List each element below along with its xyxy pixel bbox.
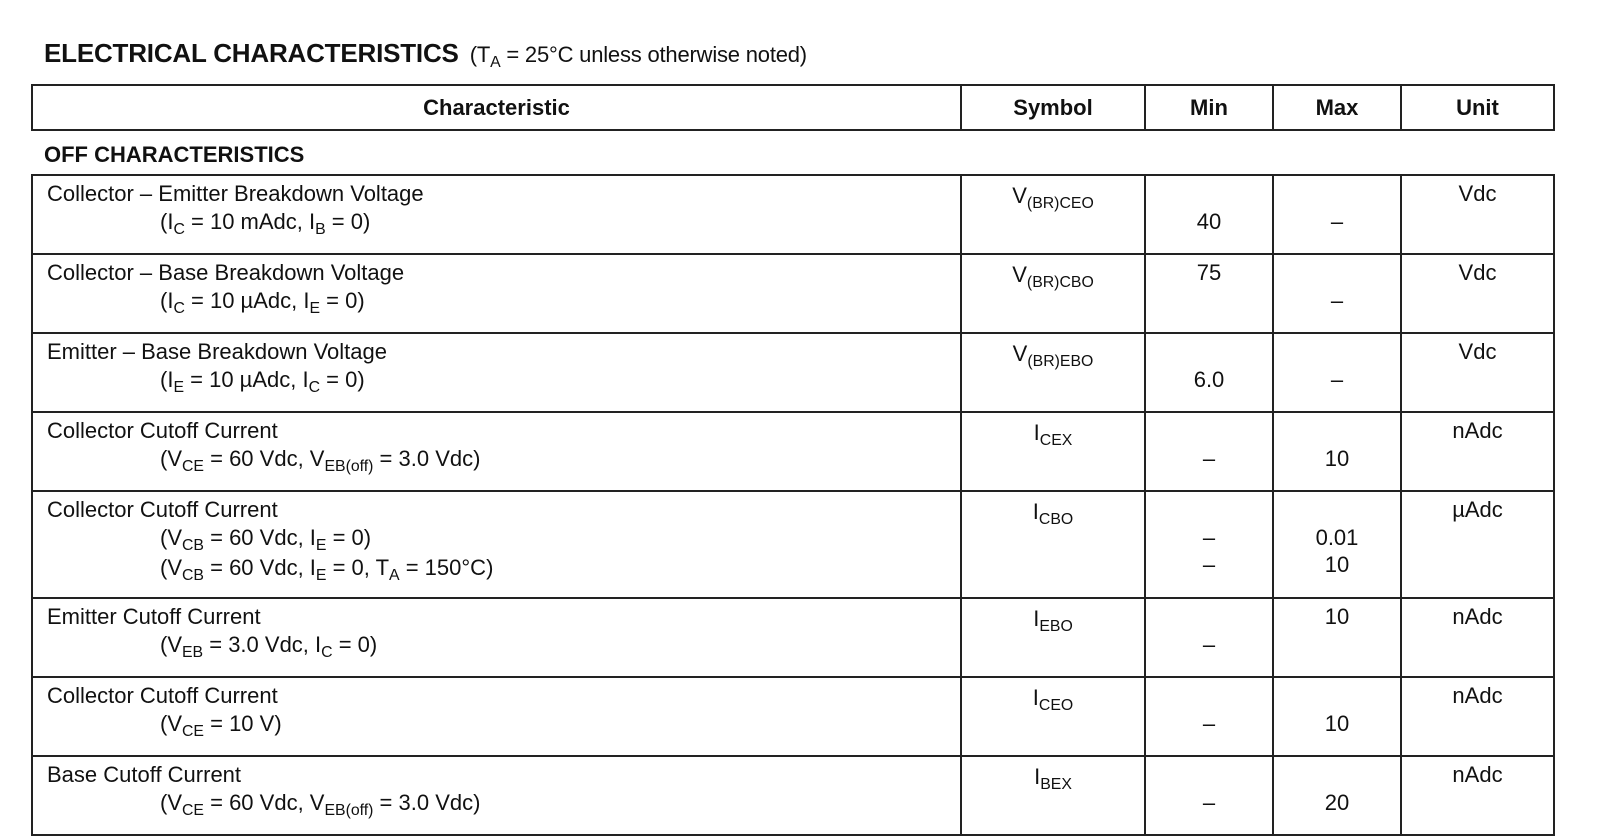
symbol-cell: $V_{(BR)CEO}$ [961,175,1145,254]
section-title: OFF CHARACTERISTICS [44,141,305,167]
unit-cell: nAdc [1401,677,1554,756]
symbol-cell: $I_{EBO}$ [961,598,1145,677]
characteristic-name: Collector – Emitter Breakdown Voltage [47,181,424,206]
max-cell: – [1273,333,1401,412]
section-row [32,130,1554,175]
characteristic-cell [32,756,961,835]
header-row [32,85,1554,130]
test-condition: ($I_E = 10$ µAdc, $I_C = 0$) [160,366,365,396]
test-condition: ($I_C = 10$ µAdc, $I_E = 0$) [160,287,365,317]
symbol-cell: $I_{CBO}$ [961,491,1145,598]
table-row [32,598,1554,677]
unit-cell: Vdc [1401,175,1554,254]
min-cell: – [1145,756,1273,835]
header-characteristic: Characteristic [32,85,961,130]
min-cell: 75 [1145,254,1273,333]
max-cell: 0.01 10 [1273,491,1401,598]
header-min: Min [1145,85,1273,130]
characteristic-name: Collector Cutoff Current [47,683,278,708]
max-cell: – [1273,175,1401,254]
table-body [32,175,1554,835]
unit-cell: nAdc [1401,412,1554,491]
symbol-cell: $V_{(BR)EBO}$ [961,333,1145,412]
header-symbol: Symbol [961,85,1145,130]
characteristic-cell [32,175,961,254]
table-row [32,175,1554,254]
table-row [32,254,1554,333]
characteristic-cell [32,598,961,677]
max-cell: 10 [1273,598,1401,677]
test-condition: ($I_C = 10$ mAdc, $I_B = 0$) [160,208,371,238]
title-main: ELECTRICAL CHARACTERISTICS [44,38,459,68]
min-cell: – – [1145,491,1273,598]
characteristic-name: Emitter Cutoff Current [47,604,261,629]
table-row [32,756,1554,835]
test-condition: ($V_{CE} = 60$ Vdc, $V_{EB(off)} = 3.0$ Vdc) [160,789,481,819]
unit-cell: Vdc [1401,333,1554,412]
max-cell: 20 [1273,756,1401,835]
table-row [32,677,1554,756]
characteristic-cell [32,412,961,491]
min-cell: 6.0 [1145,333,1273,412]
symbol-cell: $I_{CEO}$ [961,677,1145,756]
table-row [32,491,1554,598]
min-cell: – [1145,677,1273,756]
test-condition: ($V_{CE} = 10$ V) [160,710,282,740]
electrical-characteristics-table [31,84,1555,836]
table-title [44,38,807,72]
unit-cell: µAdc [1401,491,1554,598]
test-condition: ($V_{CB} = 60$ Vdc, $I_E = 0$) [160,524,372,554]
test-condition: ($V_{EB} = 3.0$ Vdc, $I_C = 0$) [160,631,378,661]
title-condition: ($T_A = 25^\circ C$ unless otherwise noted) [469,42,807,72]
table-row [32,412,1554,491]
characteristic-name: Collector Cutoff Current [47,418,278,443]
test-condition: ($V_{CE} = 60$ Vdc, $V_{EB(off)} = 3.0$ Vdc) [160,445,481,475]
characteristic-name: Emitter – Base Breakdown Voltage [47,339,387,364]
header-max: Max [1273,85,1401,130]
min-cell: 40 [1145,175,1273,254]
max-cell: – [1273,254,1401,333]
min-cell: – [1145,598,1273,677]
characteristic-name: Collector – Base Breakdown Voltage [47,260,405,285]
min-cell: – [1145,412,1273,491]
header-unit: Unit [1401,85,1554,130]
table-row [32,333,1554,412]
characteristic-cell [32,677,961,756]
symbol-cell: $V_{(BR)CBO}$ [961,254,1145,333]
characteristic-cell [32,254,961,333]
unit-cell: Vdc [1401,254,1554,333]
symbol-cell: $I_{CEX}$ [961,412,1145,491]
characteristic-name: Collector Cutoff Current [47,497,278,522]
symbol-cell: $I_{BEX}$ [961,756,1145,835]
max-cell: 10 [1273,412,1401,491]
characteristic-cell [32,333,961,412]
max-cell: 10 [1273,677,1401,756]
test-condition: ($V_{CB} = 60$ Vdc, $I_E = 0$, $T_A = 150^\circ C$) [160,555,494,585]
characteristic-name: Base Cutoff Current [47,762,242,787]
unit-cell: nAdc [1401,598,1554,677]
unit-cell: nAdc [1401,756,1554,835]
characteristic-cell [32,491,961,598]
